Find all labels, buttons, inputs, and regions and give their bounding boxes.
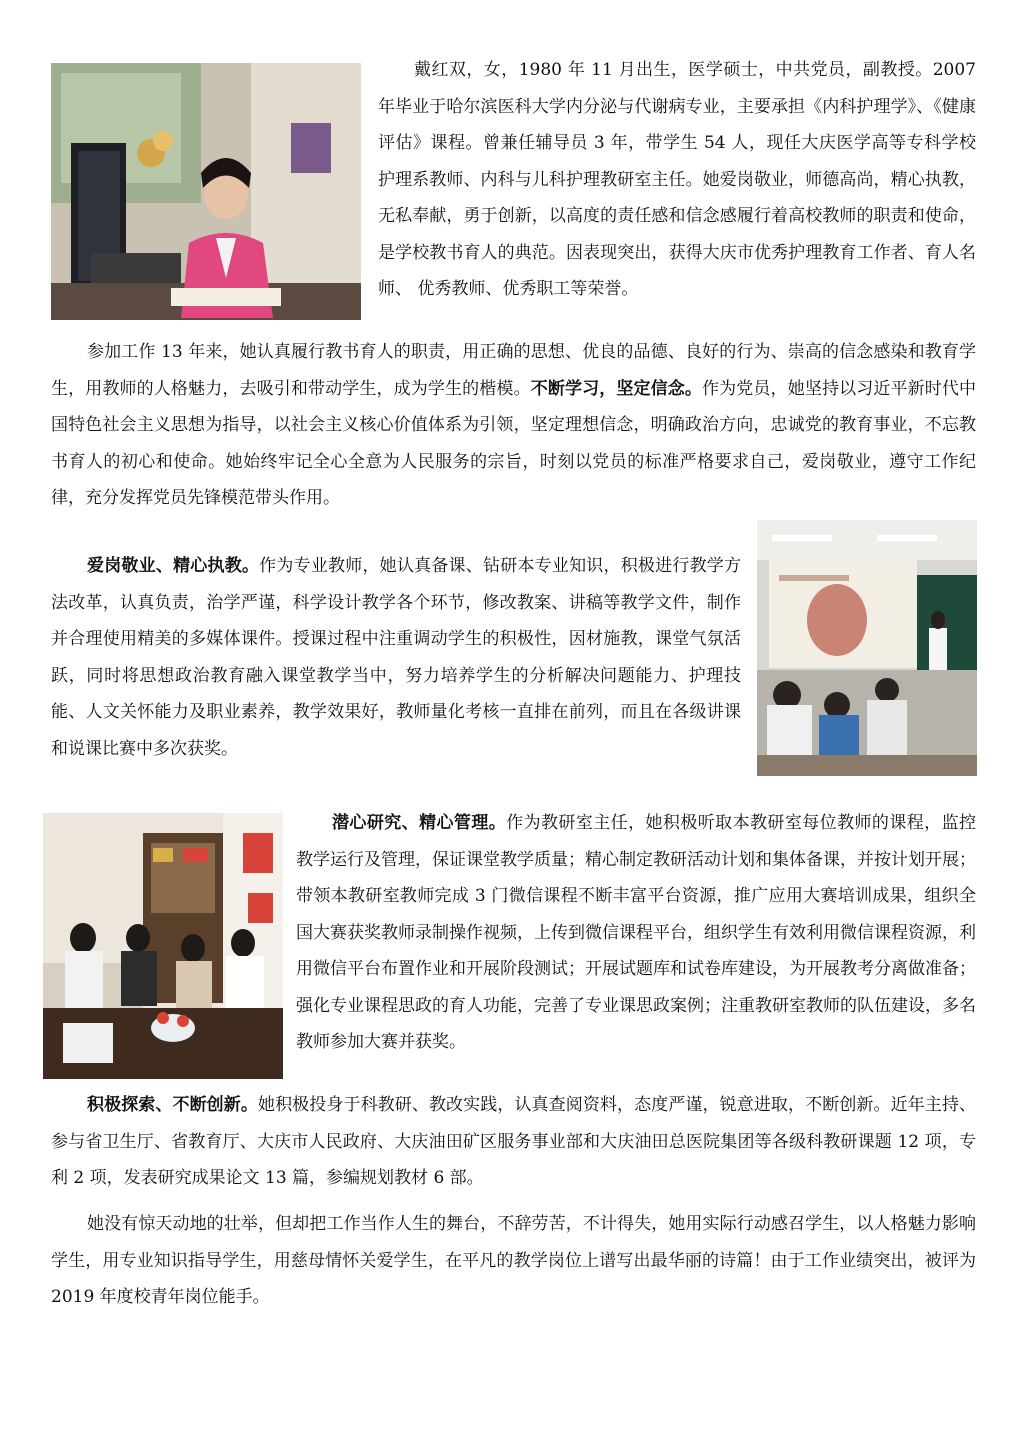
- section5-heading: 积极探索、不断创新。: [87, 1095, 258, 1115]
- section2-paragraph: [51, 334, 976, 517]
- section1-paragraph: [378, 52, 976, 308]
- section2-text-b: 作为党员，她坚持以习近平新时代中国特色社会主义思想为指导，以社会主义核心价值体系为引领，坚定理想信念，明确政治方向，忠诚党的教育事业，不忘教书育人的初心和使命。她始终牢记全心全意为人民服务的宗旨，时刻以党员的标准严格要求自己，爱岗敬业，遵守工作纪律，充分发挥党员先锋模范带头作用。: [51, 378, 977, 508]
- section4-text: 作为教研室主任，她积极听取本教研室每位教师的课程，监控教学运行及管理，保证课堂教学质量；精心制定教研活动计划和集体备课，并按计划开展；带领本教研室教师完成 3 门微信课程不断丰富平台资源，推广应用大赛培训成果，组织全国大赛获奖教师录制操作视频，上传到微信课程平台，组织学生有效利用微信课程资源，利用微信平台布置作业和开展阶段测试；开展试题库和试卷库建设，为开展教考分离做准备；强化专业课程思政的育人功能，完善了专业课思政案例；注重教研室教师的队伍建设，多名教师参加大赛并获奖。: [296, 813, 977, 1052]
- section6-paragraph: [51, 1206, 976, 1316]
- section5-paragraph: [51, 1087, 976, 1197]
- classroom-photo: [757, 520, 977, 776]
- section3-heading: 爱岗敬业、精心执教。: [87, 556, 260, 576]
- section2-heading: 不断学习，坚定信念。: [530, 378, 703, 399]
- portrait-photo: [51, 63, 361, 320]
- section2-text-a: 参加工作 13 年来，她认真履行教书育人的职责，用正确的思想、优良的品德、良好的行为、崇高的信念感染和教育学生，用教师的人格魅力，去吸引和带动学生，成为学生的楷模。: [51, 342, 976, 399]
- section5-text: 她积极投身于科教研、教改实践，认真查阅资料，态度严谨，锐意进取，不断创新。近年主持、参与省卫生厅、省教育厅、大庆市人民政府、大庆油田矿区服务事业部和大庆油田总医院集团等各级科教研课题 12 项，专利 2 项，发表研究成果论文 13 篇，参编规划教材 6 部。: [51, 1095, 977, 1188]
- section3-text: 作为专业教师，她认真备课、钻研本专业知识，积极进行教学方法改革，认真负责，治学严谨，科学设计教学各个环节，修改教案、讲稿等教学文件，制作并合理使用精美的多媒体课件。授课过程中注重调动学生的积极性，因材施教，课堂气氛活跃，同时将思想政治教育融入课堂教学当中，努力培养学生的分析解决问题能力、护理技能、人文关怀能力及职业素养，教学效果好，教师量化考核一直排在前列，而且在各级讲课和说课比赛中多次获奖。: [51, 556, 742, 759]
- section4-paragraph: [296, 805, 976, 1061]
- section4-heading: 潜心研究、精心管理。: [332, 813, 507, 833]
- section6-text: 她没有惊天动地的壮举，但却把工作当作人生的舞台，不辞劳苦，不计得失，她用实际行动感召学生，以人格魅力影响学生，用专业知识指导学生，用慈母情怀关爱学生，在平凡的教学岗位上谱写出最华丽的诗篇！由于工作业绩突出，被评为 2019 年度校青年岗位能手。: [51, 1214, 976, 1307]
- section3-paragraph: [51, 548, 741, 767]
- section1-text: 戴红双，女，1980 年 11 月出生，医学硕士，中共党员，副教授。2007 年毕业于哈尔滨医科大学内分泌与代谢病专业，主要承担《内科护理学》、《健康评估》课程。曾兼任辅导员 3 年，带学生 54 人，现任大庆医学高等专科学校护理系教师、内科与儿科护理教研室主任。她爱岗敬业，师德高尚，精心执教，无私奉献，勇于创新，以高度的责任感和信念感履行着高校教师的职责和使命，是学校教书育人的典范。因表现突出，获得大庆市优秀护理教育工作者、育人名师、 优秀教师、优秀职工等荣誉。: [378, 60, 976, 299]
- meeting-photo: [43, 813, 283, 1079]
